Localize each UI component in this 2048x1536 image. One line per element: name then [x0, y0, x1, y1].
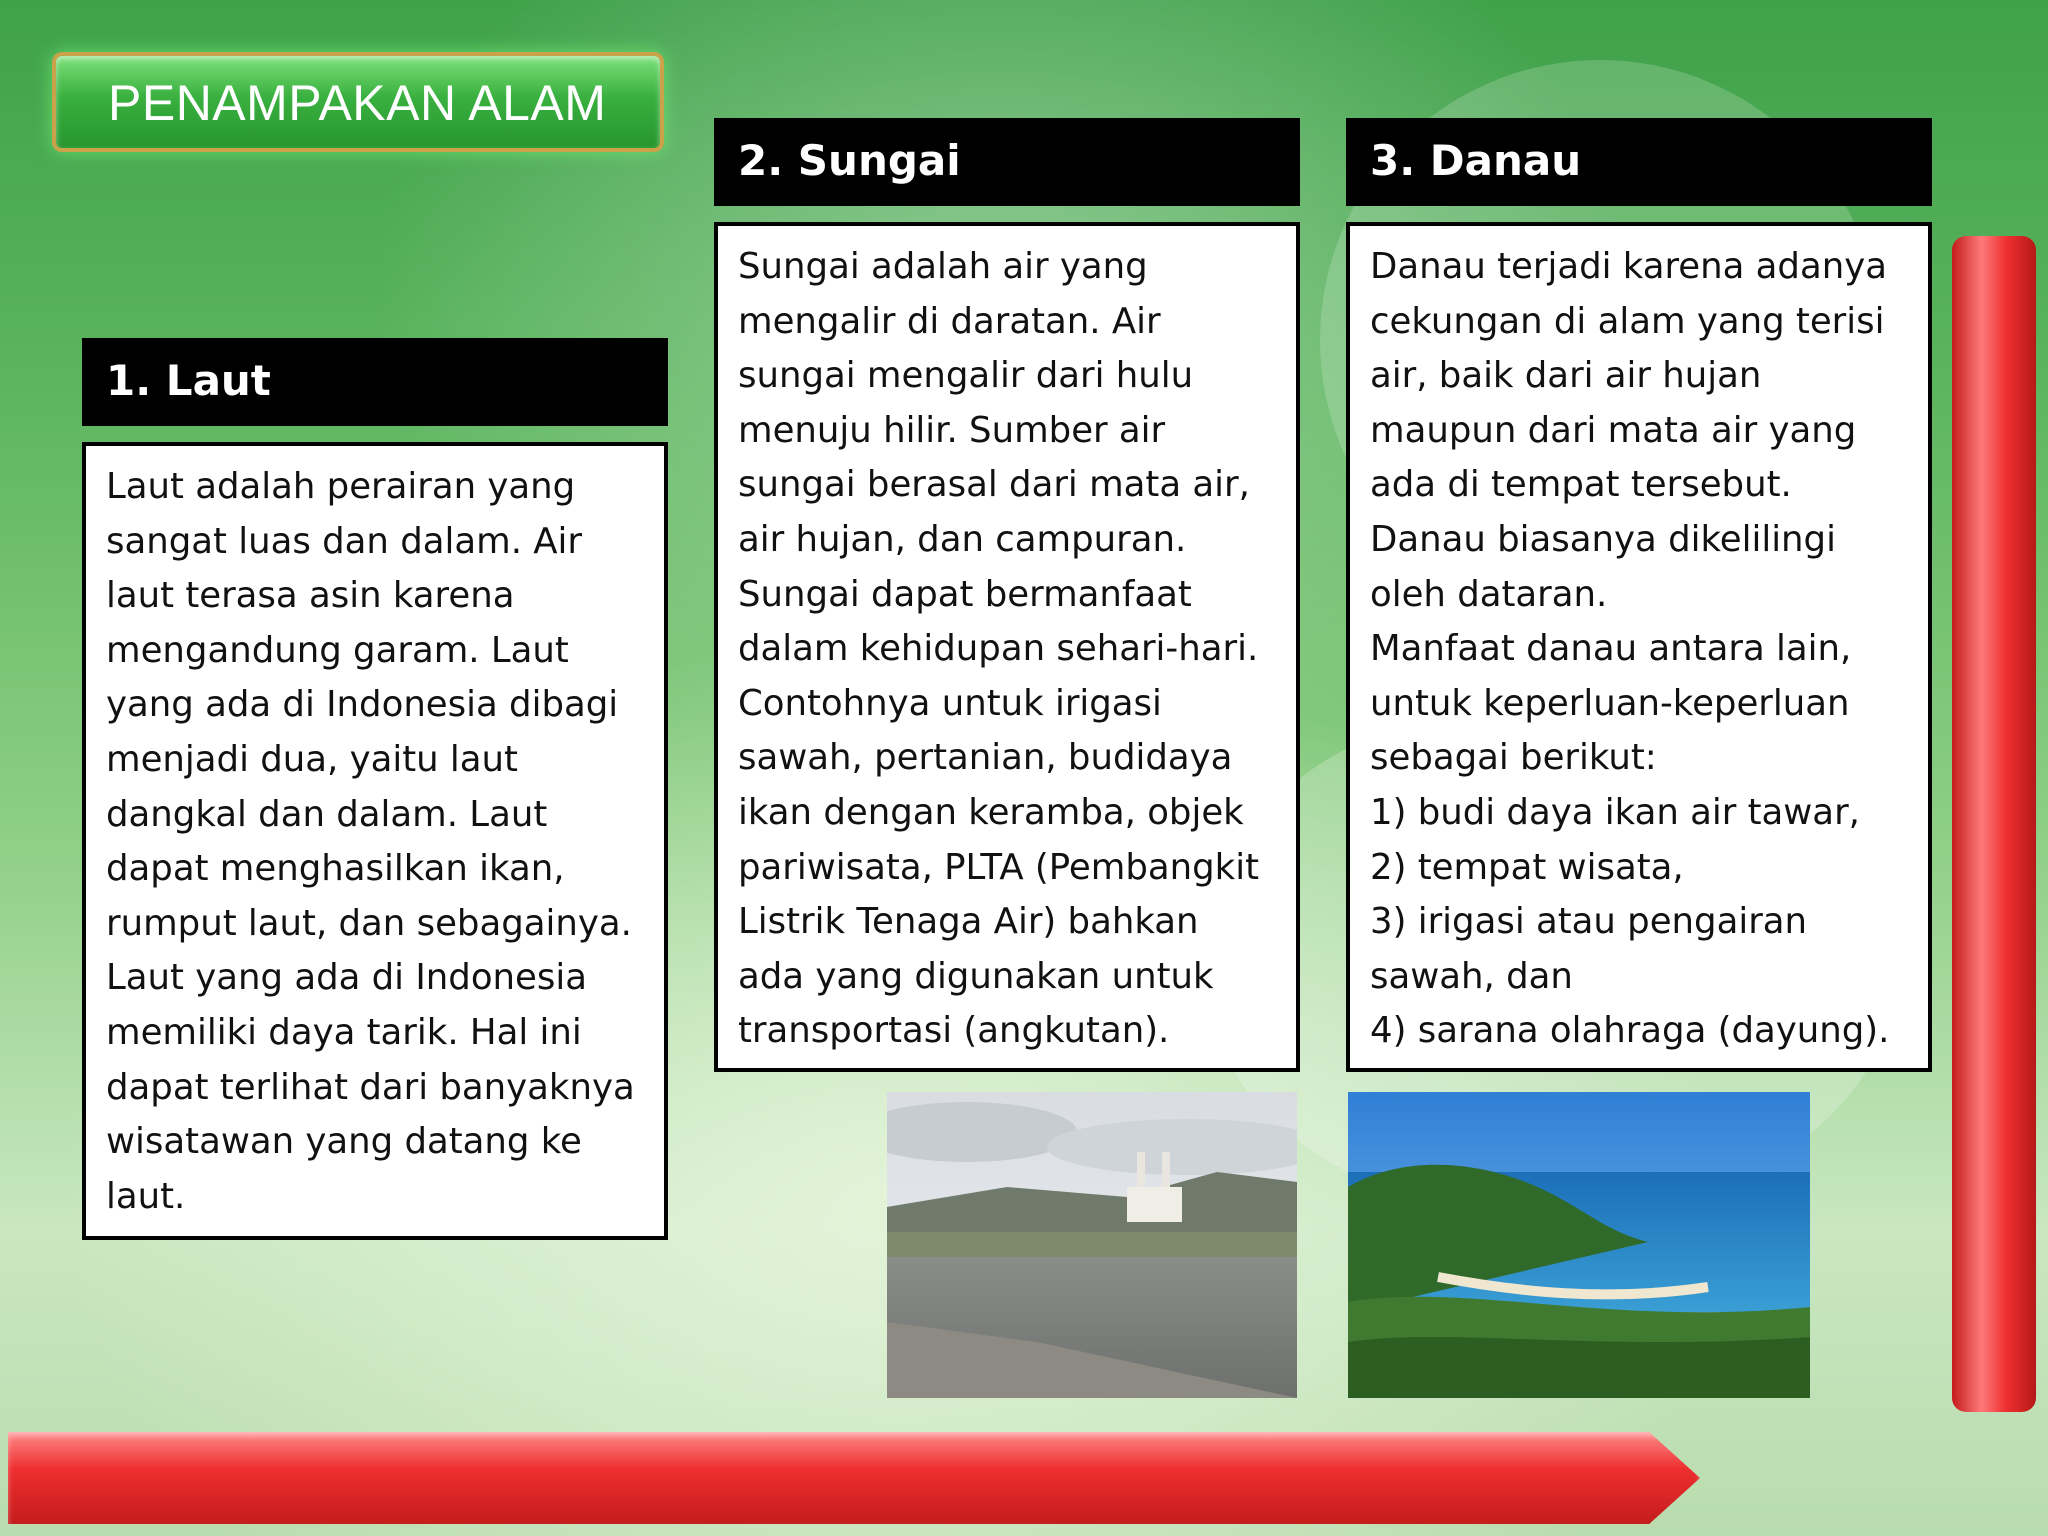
decorative-red-bar-right	[1952, 236, 2036, 1412]
section-heading-danau: 3. Danau	[1346, 118, 1932, 206]
river-photo	[887, 1092, 1297, 1398]
section-heading-laut: 1. Laut	[82, 338, 668, 426]
section-text-sungai: Sungai adalah air yang mengalir di daratan. Air sungai mengalir dari hulu menuju hilir. Sumber air sungai berasal dari mata air, air hujan, dan campuran. Sungai dapat bermanfaat dalam kehidupan sehari-hari. Contohnya untuk irigasi sawah, pertanian, budidaya ikan dengan keramba, objek pariwisata, PLTA (Pembangkit Listrik Tenaga Air) bahkan ada yang digunakan untuk transportasi (angkutan).	[714, 222, 1300, 1072]
slide-title: PENAMPAKAN ALAM	[108, 75, 607, 131]
section-heading-sungai: 2. Sungai	[714, 118, 1300, 206]
decorative-red-bar-bottom	[8, 1432, 1700, 1524]
section-text-danau: Danau terjadi karena adanya cekungan di alam yang terisi air, baik dari air hujan maupun dari mata air yang ada di tempat tersebut. Danau biasanya dikelilingi oleh dataran. Manfaat danau antara lain, untuk keperluan-keperluan sebagai berikut: 1) budi daya ikan air tawar, 2) tempat wisata, 3) irigasi atau pengairan sawah, dan 4) sarana olahraga (dayung).	[1346, 222, 1932, 1072]
section-text-laut: Laut adalah perairan yang sangat luas dan dalam. Air laut terasa asin karena mengandung garam. Laut yang ada di Indonesia dibagi menjadi dua, yaitu laut dangkal dan dalam. Laut dapat menghasilkan ikan, rumput laut, dan sebagainya. Laut yang ada di Indonesia memiliki daya tarik. Hal ini dapat terlihat dari banyaknya wisatawan yang datang ke laut.	[82, 442, 668, 1240]
lake-photo-image	[1348, 1092, 1810, 1398]
river-photo-image	[887, 1092, 1297, 1398]
lake-photo	[1348, 1092, 1810, 1398]
slide-title-banner	[52, 52, 664, 152]
